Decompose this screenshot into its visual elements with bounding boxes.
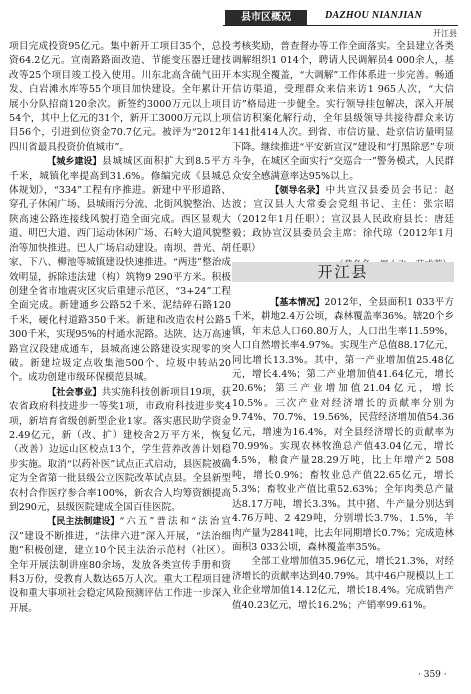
urban-construction-heading: 【城乡建设】 bbox=[47, 157, 102, 168]
header-rule bbox=[223, 25, 458, 26]
page-header bbox=[0, 0, 471, 38]
right-column-top bbox=[232, 40, 454, 273]
investment-paragraph: 项目完成投资95亿元。集中新开工项目35个，总投资64.2亿元。宣南路路面改造、节能变压器迁建技改等25个项目竣工投入使用。川东北高含硫气田开发、白岩滩水库等55个项目加快建设。全年累计开展小分队招商120余次。新签约3000万元以上项目54个，其中上亿元的31个，新开工3000万元以上项目56个，引进到位资金70.7亿元。被评为“2012年四川省最具投资价值城市”。 bbox=[9, 41, 231, 153]
page-number: · 359 · bbox=[418, 670, 447, 680]
yearbook-english-title: DAZHOU NIANJIAN bbox=[325, 10, 423, 21]
county-overview-heading: 【基本情况】 bbox=[270, 298, 325, 308]
social-affairs-text: 共实施科技创新项目19项，获农省政府科技进步一等奖1项，市政府科技进步奖4项，新培育省级创新型企业1家。落实惠民助学资金2.49亿元，新（改、扩）建校舍2万平方米，恢复（改善）边远山区校点13个，学生营养改善计划稳步实施。取消“以药补医”试点正式启动，县医院被确定为全省第一批县级公立医院改革试点县。全县新型农村合作医疗参合率100%，新农合人均筹资额提高到290元，县级医院建成全国百佳医院。 bbox=[9, 386, 231, 513]
social-affairs-paragraph bbox=[9, 386, 231, 516]
leaders-heading: 【领导名录】 bbox=[270, 186, 325, 197]
county-overview-text: 2012年，全县面积1 033平方千米，耕地2.4万公顷，森林覆盖率36%。辖20个乡镇，年末总人口60.80万人，人口出生率11.59%，人口自然增长率4.97%。实现生产总值88.17亿元，同比增长13.3%。其中，第一产业增加值25.48亿元，增长4.4%；第二产业增加值41.64亿元，增长20.6%；第三产业增加值21.04亿元，增长10.5%。三次产业对经济增长的贡献率分别为9.74%、70.7%、19.56%，民营经济增加值54.36亿元，增速为16.4%，对全县经济增长的贡献率为70.99%。实现农林牧渔总产值43.04亿元，增长4.5%，粮食产量28.29万吨，比上年增产2 508吨，增长0.9%；畜牧业总产值22.65亿元，增长5.3%；畜牧业产值比重52.63%；全年肉类总产量达8.17万吨，增长3.3%。其中猪、牛产量分别达到4.76万吨、2 429吨，分别增长3.7%、1.5%，羊肉产量为2841吨，比去年同期增长0.7%；完成造林面积3 033公顷，森林覆盖率35%。 bbox=[232, 297, 454, 553]
county-title: 开江县 bbox=[317, 263, 369, 281]
petition-paragraph: 考核奖励，普查督办等工作全面落实。全县建立各类调解组织1 014个，聘请人民调解员4 000余人，基本实现全覆盖，“大调解”工作体系进一步完善。畅通信访渠道，受理群众来信来访1 965人次，“大信访”格局进一步健全。实行领导挂包解决，深入开展信访积案化解行动，全年县级领导共接待群众来访141批414人次。到省、市信访量、赴京信访量明显下降。继续推进“平安新宣汉”建设和“打黑除恶”专项斗争，在城区全面实行“交巡合一”警务模式，人民群众安全感满意率达95%以上。 bbox=[232, 41, 454, 182]
section-tab: 县市区概况 bbox=[225, 10, 307, 25]
urban-construction-text: 县城城区面积扩大到8.5平方千米，城镇化率提高到31.6%。修编完成《县城总体规划》，“334”工程有序推进。新建中平形道路、穿孔子休闲广场、县城雨污分流、北街风貌整治、达陕高速公路连接线风貌打造全面完成。西区显观大道、明巴大道、西门运动休闲广场、石岭大道风貌整治等加快推进。巴人广场启动建设。南坝、普光、胡家、下八、柳池等城镇建设快速推进。“两违”整治成效明显，拆除违法建（构）筑物9 290平方米。积极创建全省市地震灾区灾后重建示范区，“3+24”工程全面完成。新建通乡公路52千米、泥结碎石路120千米，硬化村道路350千米。新建和改造农村公路5 300千米，实现95%的村通水泥路。达陕、达万高速路宣汉段建成通车，县城高速公路建设实现零的突破。新建垃圾定点收集池500个、垃圾中转站20个。成功创建市级环保模范县城。 bbox=[9, 156, 231, 384]
left-column bbox=[9, 40, 231, 616]
legal-system-paragraph bbox=[9, 515, 231, 616]
leaders-text: 中共宣汉县委员会书记：赵波；宣汉县人大常委会党组书记、主任：张宗昭（2012年1月任职）；宣汉县人民政府县长：唐廷毅；政协宣汉县委员会主席：徐代琼（2012年1月任职） bbox=[232, 185, 454, 254]
legal-system-text: “六五”普法和“法治宣汉”建设不断推进，“法律六进”深入开展，“法治细胞”积极创建，建立10个民主法治示范村（社区）。全年开展法制讲座80余场，发放各类宣传手册和资料3万份，受教育人数达65万人次。重大工程项目建设和重大事项社会稳定风险预测评估工作进一步深入开展。 bbox=[9, 516, 231, 614]
county-overview-paragraph bbox=[232, 296, 454, 555]
leaders-paragraph bbox=[232, 184, 454, 256]
county-section-banner bbox=[232, 262, 454, 282]
legal-system-heading: 【民主法制建设】 bbox=[47, 517, 120, 528]
header-county-label: 开江县 bbox=[433, 29, 457, 38]
county-column bbox=[232, 296, 454, 613]
social-affairs-heading: 【社会事业】 bbox=[47, 387, 102, 398]
urban-construction-paragraph bbox=[9, 155, 231, 386]
county-industry-paragraph: 全部工业增加值35.96亿元，增长21.3%，对经济增长的贡献率达到40.79%。其中46户规模以上工业企业增加值14.12亿元，增长18.4%。完成销售产值40.23亿元，增长16.2%；产销率99.61%。 bbox=[232, 556, 454, 611]
